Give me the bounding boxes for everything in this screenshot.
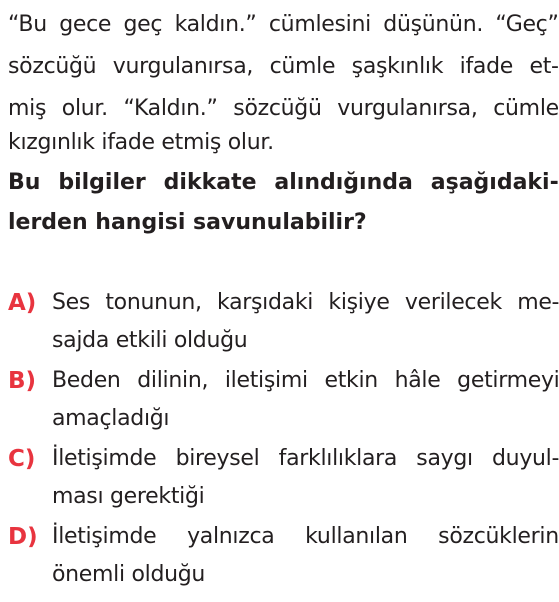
stem-line-3: miş olur. “Kaldın.” sözcüğü vurgulanırsa, cümle — [8, 96, 559, 121]
option-c-letter: C) — [8, 446, 36, 472]
option-a-line-2: sajda etkili olduğu — [52, 328, 248, 353]
option-b-line-2: amaçladığı — [52, 406, 170, 431]
stem-line-1: “Bu gece geç kaldın.” cümlesini düşünün. “Geç” — [8, 12, 559, 37]
option-a-line-1: Ses tonunun, karşıdaki kişiye verilecek me- — [52, 290, 559, 315]
option-b-line-1: Beden dilinin, iletişimi etkin hâle getirmeyi — [52, 368, 559, 393]
option-d-letter: D) — [8, 524, 38, 550]
option-d-line-2: önemli olduğu — [52, 562, 206, 587]
option-c-line-1: İletişimde bireysel farklılıklara saygı duyul- — [52, 446, 559, 471]
stem-line-4: kızgınlık ifade etmiş olur. — [8, 130, 274, 155]
question-line-2: lerden hangisi savunulabilir? — [8, 210, 367, 235]
option-a-letter: A) — [8, 290, 37, 316]
question-line-1: Bu bilgiler dikkate alındığında aşağıdaki- — [8, 170, 559, 195]
option-c-line-2: ması gerektiği — [52, 484, 205, 509]
option-d-line-1: İletişimde yalnızca kullanılan sözcüklerin — [52, 524, 559, 549]
stem-line-2: sözcüğü vurgulanırsa, cümle şaşkınlık ifade et- — [8, 54, 559, 79]
question-page — [8, 0, 559, 602]
option-b-letter: B) — [8, 368, 37, 394]
